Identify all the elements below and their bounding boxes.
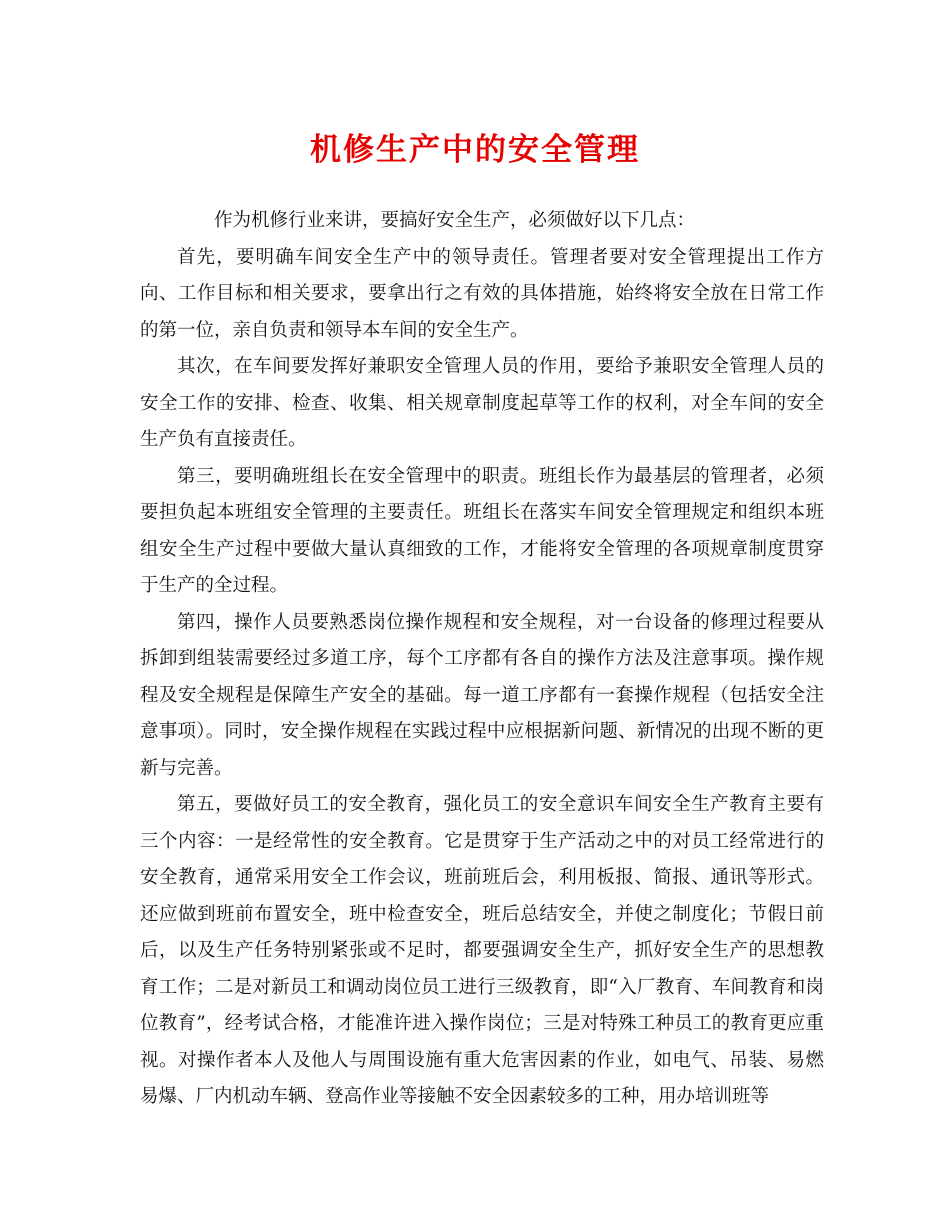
paragraph-fourth: 第四，操作人员要熟悉岗位操作规程和安全规程，对一台设备的修理过程要从拆卸到组装需要经过多道工序，每个工序都有各自的操作方法及注意事项。操作规程及安全规程是保障生产安全的基础。每一道工序都有一套操作规程（包括安全注意事项）。同时，安全操作规程在实践过程中应根据新问题、新情况的出现不断的更新与完善。: [140, 611, 824, 779]
document-body: [140, 203, 824, 1116]
paragraph-second: 其次，在车间要发挥好兼职安全管理人员的作用，要给予兼职安全管理人员的安全工作的安排、检查、收集、相关规章制度起草等工作的权利，对全车间的安全生产负有直接责任。: [140, 356, 824, 450]
paragraph-third: 第三，要明确班组长在安全管理中的职责。班组长作为最基层的管理者，必须要担负起本班组安全管理的主要责任。班组长在落实车间安全管理规定和组织本班组安全生产过程中要做大量认真细致的工作，才能将安全管理的各项规章制度贯穿于生产的全过程。: [140, 465, 824, 596]
paragraph-fifth: 第五，要做好员工的安全教育，强化员工的安全意识车间安全生产教育主要有三个内容：一是经常性的安全教育。它是贯穿于生产活动之中的对员工经常进行的安全教育，通常采用安全工作会议，班前班后会，利用板报、简报、通讯等形式。还应做到班前布置安全，班中检查安全，班后总结安全，并使之制度化；节假日前后，以及生产任务特别紧张或不足时，都要强调安全生产，抓好安全生产的思想教育工作；二是对新员工和调动岗位员工进行三级教育，即“入厂教育、车间教育和岗位教育”，经考试合格，才能准许进入操作岗位；三是对特殊工种员工的教育更应重视。对操作者本人及他人与周围设施有重大危害因素的作业，如电气、吊装、易燃易爆、厂内机动车辆、登高作业等接触不安全因素较多的工种，用办培训班等: [140, 794, 824, 1107]
intro-paragraph: 作为机修行业来讲，要搞好安全生产，必须做好以下几点：: [214, 210, 696, 231]
paragraph-first: 首先，要明确车间安全生产中的领导责任。管理者要对安全管理提出工作方向、工作目标和相关要求，要拿出行之有效的具体措施，始终将安全放在日常工作的第一位，亲自负责和领导本车间的安全生产。: [140, 246, 824, 341]
document-title: 机修生产中的安全管理: [310, 132, 640, 168]
